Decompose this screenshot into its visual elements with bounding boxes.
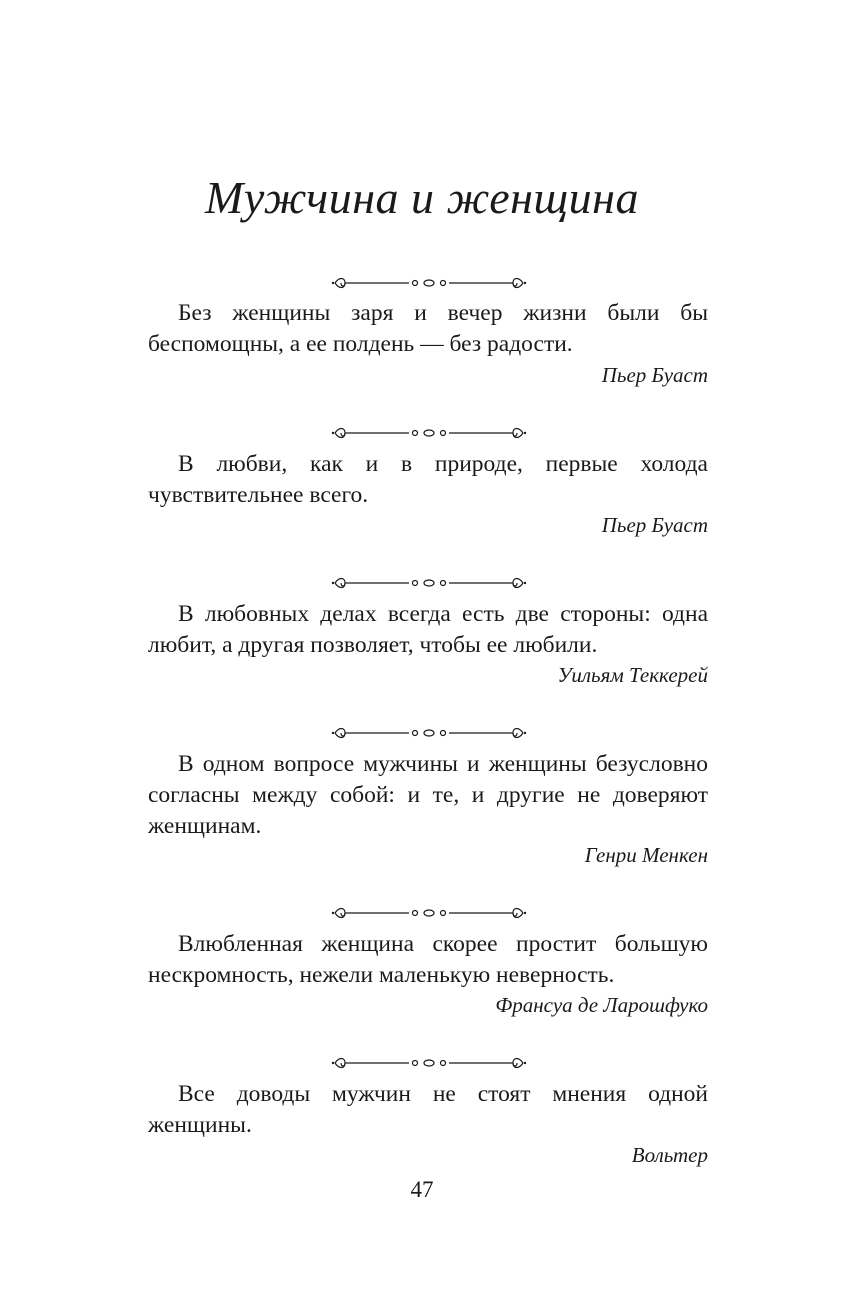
divider-ornament-icon	[331, 905, 527, 921]
quote-author: Франсуа де Ларошфуко	[495, 993, 708, 1017]
quote-text: Влюбленная женщина скорее простит большую нескромность, нежели маленькую неверность.	[148, 931, 708, 988]
quote-text: Все доводы мужчин не стоят мнения одной женщины.	[148, 1081, 708, 1138]
divider-ornament-icon	[331, 275, 527, 291]
quote-text: В одном вопросе мужчины и женщины безусловно согласны между собой: и те, и другие не доверяют женщинам.	[148, 751, 708, 839]
divider-ornament-icon	[331, 725, 527, 741]
divider-ornament-icon	[331, 1055, 527, 1071]
quote-author: Пьер Буаст	[601, 363, 708, 387]
chapter-title: Мужчина и женщина	[205, 172, 639, 223]
quote-text: В любви, как и в природе, первые холода чувствительнее всего.	[148, 451, 708, 508]
divider-ornament-icon	[331, 425, 527, 441]
page-number: 47	[410, 1177, 434, 1202]
quote-author: Генри Менкен	[584, 843, 708, 867]
quote-author: Пьер Буаст	[601, 513, 708, 537]
quote-author: Вольтер	[631, 1143, 708, 1167]
quote-author: Уильям Теккерей	[557, 663, 708, 687]
quote-text: В любовных делах всегда есть две стороны: одна любит, а другая позволяет, чтобы ее любили.	[148, 601, 708, 658]
quote-text: Без женщины заря и вечер жизни были бы беспомощны, а ее полдень — без радости.	[148, 300, 708, 357]
divider-ornament-icon	[331, 575, 527, 591]
